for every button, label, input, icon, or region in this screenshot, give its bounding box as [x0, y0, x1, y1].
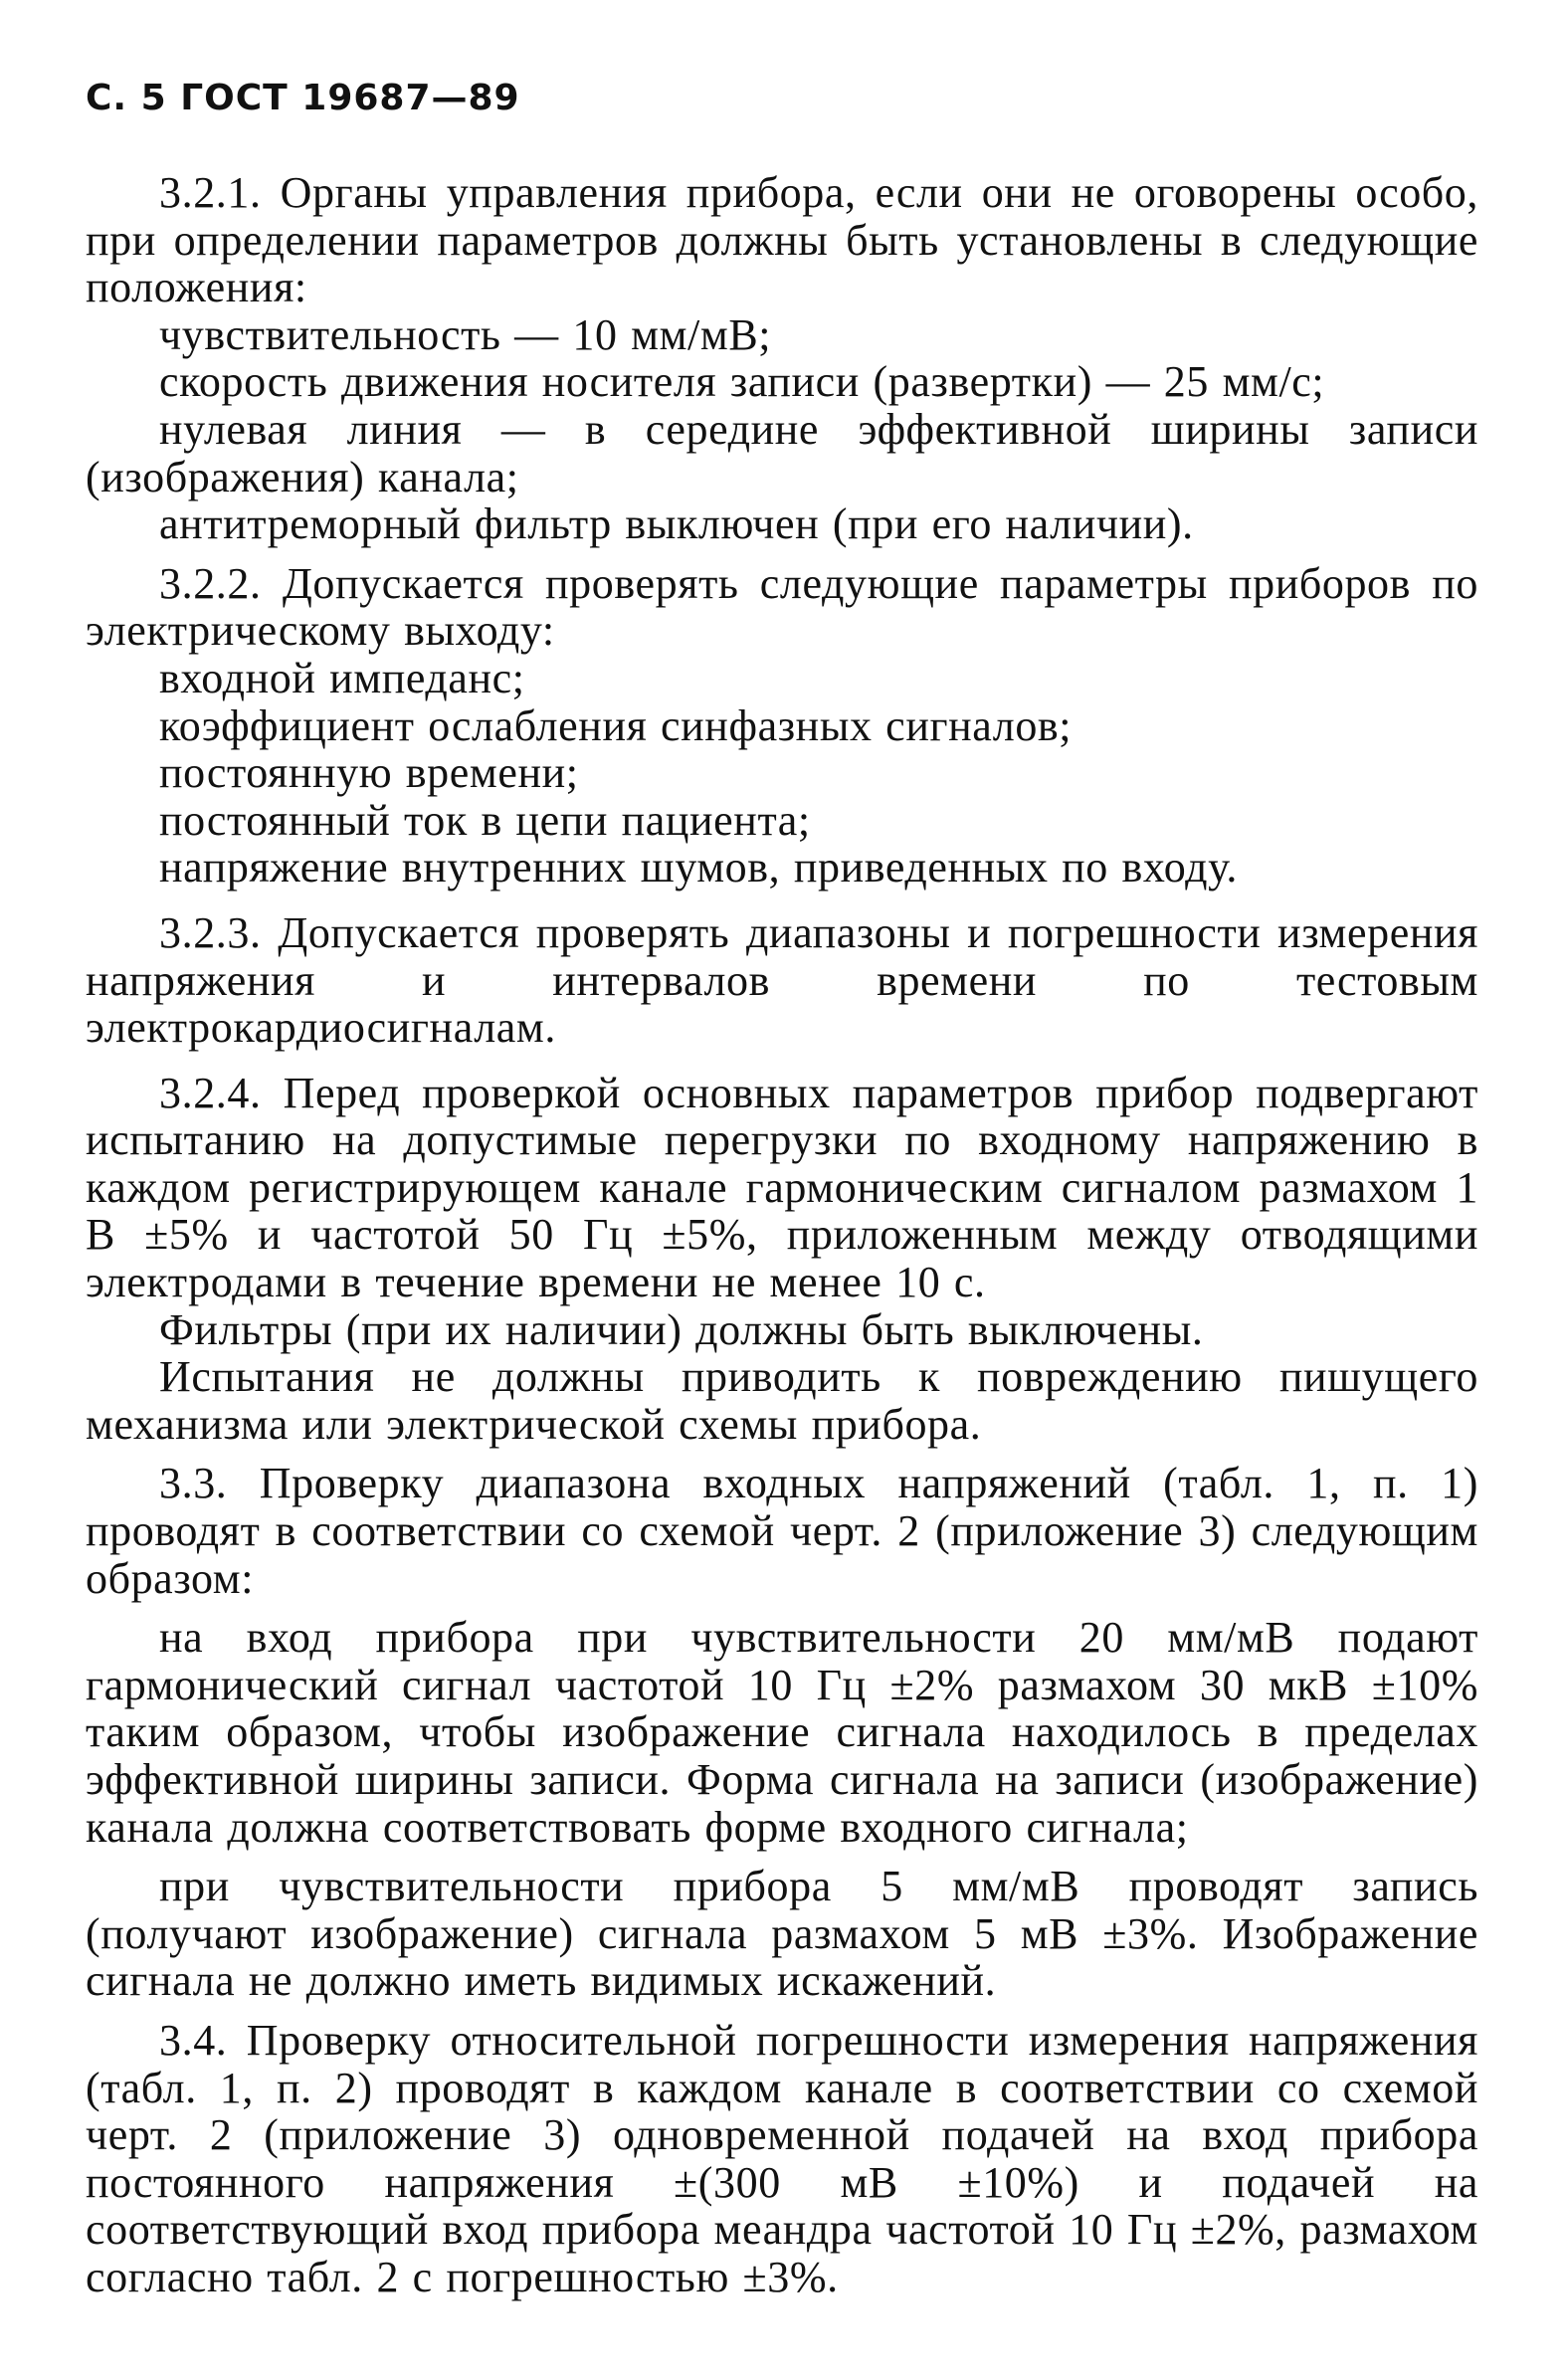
paragraph-3-2-2: 3.2.2. Допускается проверять следующие параметры приборов по электрическому выходу:: [86, 558, 1478, 656]
list-item: антитреморный фильтр выключен (при его наличии).: [159, 499, 1194, 549]
list-item: напряжение внутренних шумов, приведенных по входу.: [159, 843, 1238, 892]
paragraph-3-2-4: 3.2.4. Перед проверкой основных параметров прибор подвергают испытанию на допустимые перегрузки по входному напряжению в каждом регистрирующем канале гармоническим сигналом размахом 1 В ±5% и частотой 50 Гц ±5%, приложенным между отводящими электродами в течение времени не менее 10 с.: [86, 1068, 1478, 1307]
list-item: коэффициент ослабления синфазных сигналов;: [159, 700, 1073, 750]
paragraph-3-2-3: 3.2.3. Допускается проверять диапазоны и погрешности измерения напряжения и интервалов времени по тестовым электрокардиосигналам.: [86, 907, 1478, 1053]
list-item: чувствительность — 10 мм/мВ;: [159, 309, 772, 359]
list-item: входной импеданс;: [159, 653, 525, 702]
paragraph-3-2-4-filters: Фильтры (при их наличии) должны быть выключены.: [159, 1304, 1204, 1354]
page-header: С. 5 ГОСТ 19687—89: [86, 78, 520, 118]
paragraph-3-2-4-tests: Испытания не должны приводить к повреждению пишущего механизма или электрической схемы прибора.: [86, 1352, 1478, 1449]
list-item: постоянную времени;: [159, 748, 579, 798]
paragraph-3-2-1: 3.2.1. Органы управления прибора, если они не оговорены особо, при определении параметров должны быть установлены в следующие положения:: [86, 168, 1478, 312]
paragraph-3-4: 3.4. Проверку относительной погрешности измерения напряжения (табл. 1, п. 2) проводят в каждом канале в соответствии со схемой черт. 2 (приложение 3) одновременной подачей на вход прибора постоянного напряжения ±(300 мВ ±10%) и подачей на соответствующий вход прибора меандра частотой 10 Гц ±2%, размахом согласно табл. 2 с погрешностью ±3%.: [86, 2015, 1478, 2301]
list-item: нулевая линия — в середине эффективной ширины записи (изображения) канала;: [86, 404, 1478, 501]
paragraph-3-3-input: на вход прибора при чувствительности 20 мм/мВ подают гармонический сигнал частотой 10 Гц ±2% размахом 30 мкВ ±10% таким образом, чтобы изображение сигнала находилось в пределах эффективной ширины записи. Форма сигнала на записи (изображение) канала должна соответствовать форме входного сигнала;: [86, 1613, 1478, 1852]
paragraph-3-3: 3.3. Проверку диапазона входных напряжений (табл. 1, п. 1) проводят в соответствии со схемой черт. 2 (приложение 3) следующим образом:: [86, 1459, 1478, 1603]
document-body: [86, 169, 1478, 2301]
list-item: постоянный ток в цепи пациента;: [159, 795, 811, 845]
list-item: скорость движения носителя записи (развертки) — 25 мм/с;: [159, 357, 1325, 407]
paragraph-3-3-sensitivity: при чувствительности прибора 5 мм/мВ проводят запись (получают изображение) сигнала размахом 5 мВ ±3%. Изображение сигнала не должно иметь видимых искажений.: [86, 1862, 1478, 2006]
